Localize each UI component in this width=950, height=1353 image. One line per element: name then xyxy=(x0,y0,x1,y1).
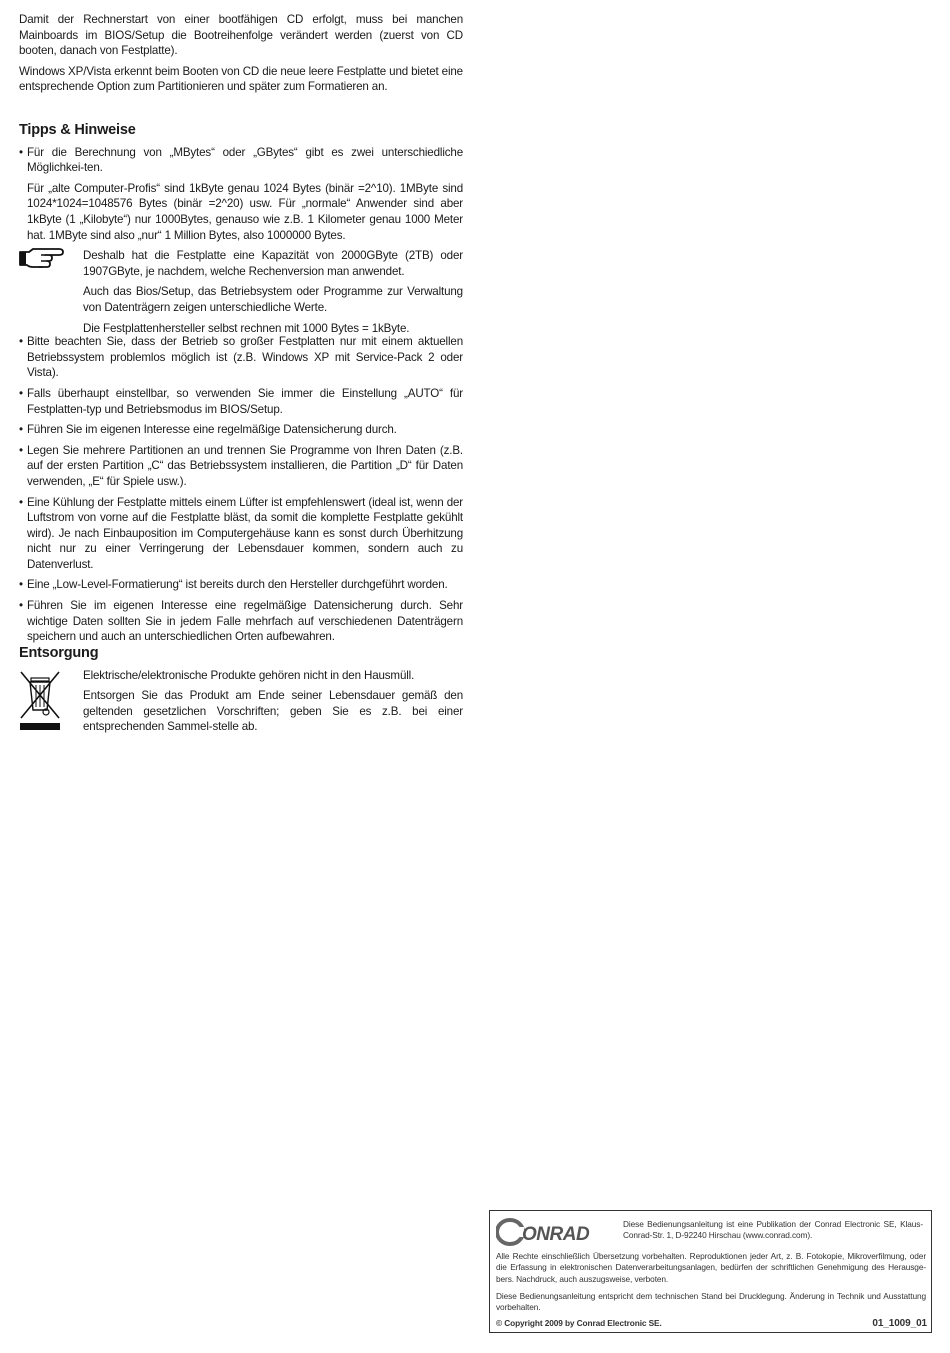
tips-bullet-8: • Führen Sie im eigenen Interesse eine regelmäßige Datensicherung durch. Sehr wichtige Daten sollten Sie in jedem Falle mehrfach auf verschiedenen Datenträgern speichern und auch an unterschiedlichen Orten aufbewahren. xyxy=(19,598,463,645)
tips-section xyxy=(19,123,463,650)
note-paragraph-1: Deshalb hat die Festplatte eine Kapazität von 2000GByte (2TB) oder 1907GByte, je nachdem, welche Rechenversion man anwendet. xyxy=(83,249,463,278)
tips-bullet-6: • Eine Kühlung der Festplatte mittels einem Lüfter ist empfehlenswert (ideal ist, wenn der Luftstrom von vorne auf die Festplatte bläst, da somit die komplette Festplatte gekühlt wird). Je nach Einbauposition im Computergehäuse kann es sonst durch Überhitzung nicht nur zu einer Verringerung der Lebensdauer kommen, sondern auch zu Datenverlust. xyxy=(19,495,463,573)
disposal-paragraph-1: Elektrische/elektronische Produkte gehören nicht in den Hausmüll. xyxy=(83,668,415,682)
tips-bullet-7: • Eine „Low-Level-Formatierung“ ist bereits durch den Hersteller durchgeführt worden. xyxy=(19,577,463,593)
disposal-block xyxy=(19,668,463,738)
crossed-out-wheelie-bin-icon xyxy=(19,670,61,732)
tips-bullet-4: • Führen Sie im eigenen Interesse eine regelmäßige Datensicherung durch. xyxy=(19,422,463,438)
svg-text:ONRAD: ONRAD xyxy=(522,1224,590,1245)
disposal-section xyxy=(19,646,463,738)
main-column xyxy=(19,12,463,100)
note-paragraph-2: Auch das Bios/Setup, das Betriebsystem oder Programme zur Verwaltung von Datenträgern zeigen unterschiedliche Werte. xyxy=(83,285,463,314)
tips-bullet-1-detail: Für „alte Computer-Profis“ sind 1kByte genau 1024 Bytes (binär =2^10). 1MByte sind 1024*1024=1048576 Bytes (binär =2^20) usw. Für „normale“ Anwender sind aber 1kByte (1 „Kilobyte“) nur 1000Bytes, genauso wie z.B. 1 Kilometer genau 1000 Meter hat. 1MByte sind also „nur“ 1 Million Bytes, also 1000000 Bytes. xyxy=(27,181,463,242)
tips-bullet-2: • Bitte beachten Sie, dass der Betrieb so großer Festplatten nur mit einem aktuellen Betriebssystem problemlos möglich ist (z.B. Windows XP mit Service-Pack 2 oder Vista). xyxy=(19,334,463,381)
note-paragraph-3: Die Festplattenhersteller selbst rechnen mit 1000 Bytes = 1kByte. xyxy=(83,321,410,335)
technical-state-notice: Diese Bedienungsanleitung entspricht dem technischen Stand bei Drucklegung. Änderung in Technik und Ausstattung vorbehalten. xyxy=(496,1291,926,1313)
pointing-hand-icon xyxy=(19,248,65,270)
note-text xyxy=(83,248,463,341)
rights-notice: Alle Rechte einschließlich Übersetzung vorbehalten. Reproduktionen jeder Art, z. B. Fotokopie, Mikroverfilmung, oder die Erfassung in elektronischen Datenverarbeitungsanlagen, bedürfen der schriftlichen Genehmigung des Herausge-bers. Nachdruck, auch auszugsweise, verboten. xyxy=(496,1251,926,1284)
intro-paragraph-2: Windows XP/Vista erkennt beim Booten von CD die neue leere Festplatte und bietet eine entsprechende Option zum Partitionieren und später zum Formatieren an. xyxy=(19,64,463,94)
disposal-heading: Entsorgung xyxy=(19,645,99,661)
note-block xyxy=(19,248,463,334)
tips-bullet-1: • Für die Berechnung von „MBytes“ oder „GBytes“ gibt es zwei unterschiedliche Möglichkei-ten. xyxy=(19,145,463,176)
document-code: 01_1009_01 xyxy=(872,1318,927,1329)
tips-bullet-3: • Falls überhaupt einstellbar, so verwenden Sie immer die Einstellung „AUTO“ für Festplatten-typ und Betriebsmodus im BIOS/Setup. xyxy=(19,386,463,417)
disposal-paragraph-2: Entsorgen Sie das Produkt am Ende seiner Lebensdauer gemäß den geltenden gesetzlichen Vorschriften; geben Sie es z.B. bei einer entsprechenden Sammel-stelle ab. xyxy=(83,689,463,734)
copyright: © Copyright 2009 by Conrad Electronic SE. xyxy=(496,1318,662,1328)
conrad-logo xyxy=(496,1217,608,1247)
tips-heading: Tipps & Hinweise xyxy=(19,122,136,138)
publication-notice: Diese Bedienungsanleitung ist eine Publikation der Conrad Electronic SE, Klaus-Conrad-Str. 1, D-92240 Hirschau (www.conrad.com). xyxy=(623,1219,923,1241)
intro-paragraph-1: Damit der Rechnerstart von einer bootfähigen CD erfolgt, muss bei manchen Mainboards im BIOS/Setup die Bootreihenfolge verändert werden (zuerst von CD booten, danach von Festplatte). xyxy=(19,13,463,58)
disposal-text xyxy=(83,668,463,740)
publisher-footer-box xyxy=(489,1210,932,1333)
tips-bullet-5: • Legen Sie mehrere Partitionen an und trennen Sie Programme von Ihren Daten (z.B. auf der ersten Partition „C“ das Betriebssystem installieren, die Partition „D“ für Daten verwenden, „E“ für Spiele usw.). xyxy=(19,443,463,490)
